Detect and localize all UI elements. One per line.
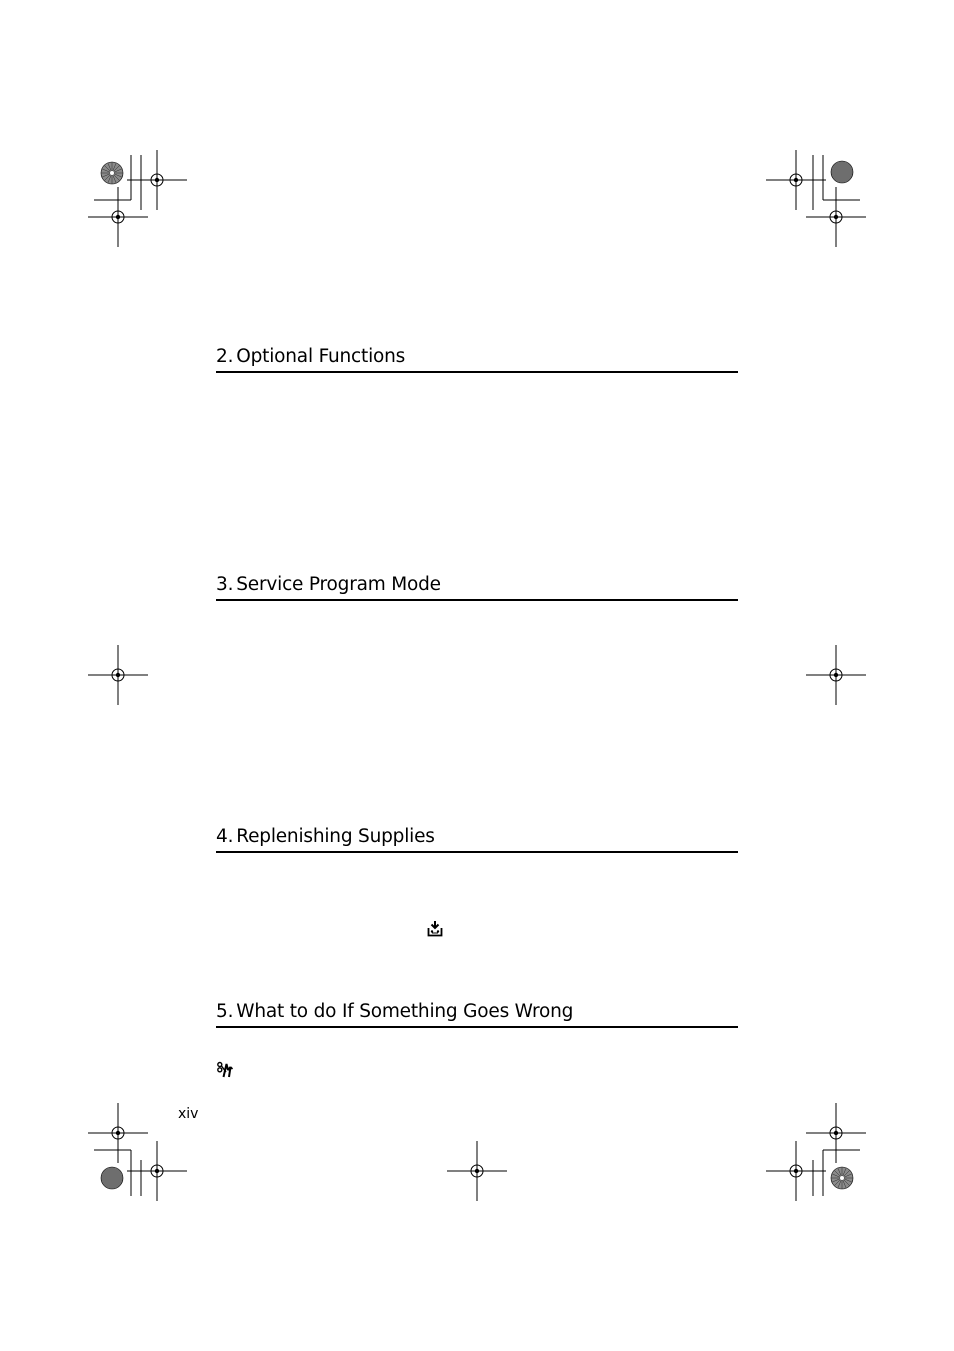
- section-heading-what-to-do-if-something-goes-wrong: [216, 1001, 738, 1028]
- section-number: 5.: [216, 1001, 234, 1022]
- section-number: 2.: [216, 346, 234, 367]
- section-heading-optional-functions: [216, 346, 738, 373]
- page-number: xiv: [178, 1106, 199, 1122]
- registration-mark-bottom-right: [766, 1103, 866, 1201]
- registration-mark-top-right: [766, 150, 866, 247]
- section-title: What to do If Something Goes Wrong: [236, 1001, 574, 1022]
- registration-mark-middle-right: [806, 645, 866, 705]
- registration-mark-bottom-left: [88, 1103, 187, 1201]
- replenish-supply-icon: [426, 920, 444, 938]
- section-title: Replenishing Supplies: [236, 826, 435, 847]
- registration-mark-middle-left: [88, 645, 148, 705]
- registration-mark-top-left: [88, 150, 187, 247]
- section-title: Service Program Mode: [236, 574, 441, 595]
- section-heading-replenishing-supplies: [216, 826, 738, 853]
- section-number: 4.: [216, 826, 234, 847]
- section-heading-service-program-mode: [216, 574, 738, 601]
- section-number: 3.: [216, 574, 234, 595]
- section-title: Optional Functions: [236, 346, 406, 367]
- registration-mark-bottom-center: [447, 1141, 507, 1201]
- troubleshooting-tool-icon: [216, 1061, 234, 1079]
